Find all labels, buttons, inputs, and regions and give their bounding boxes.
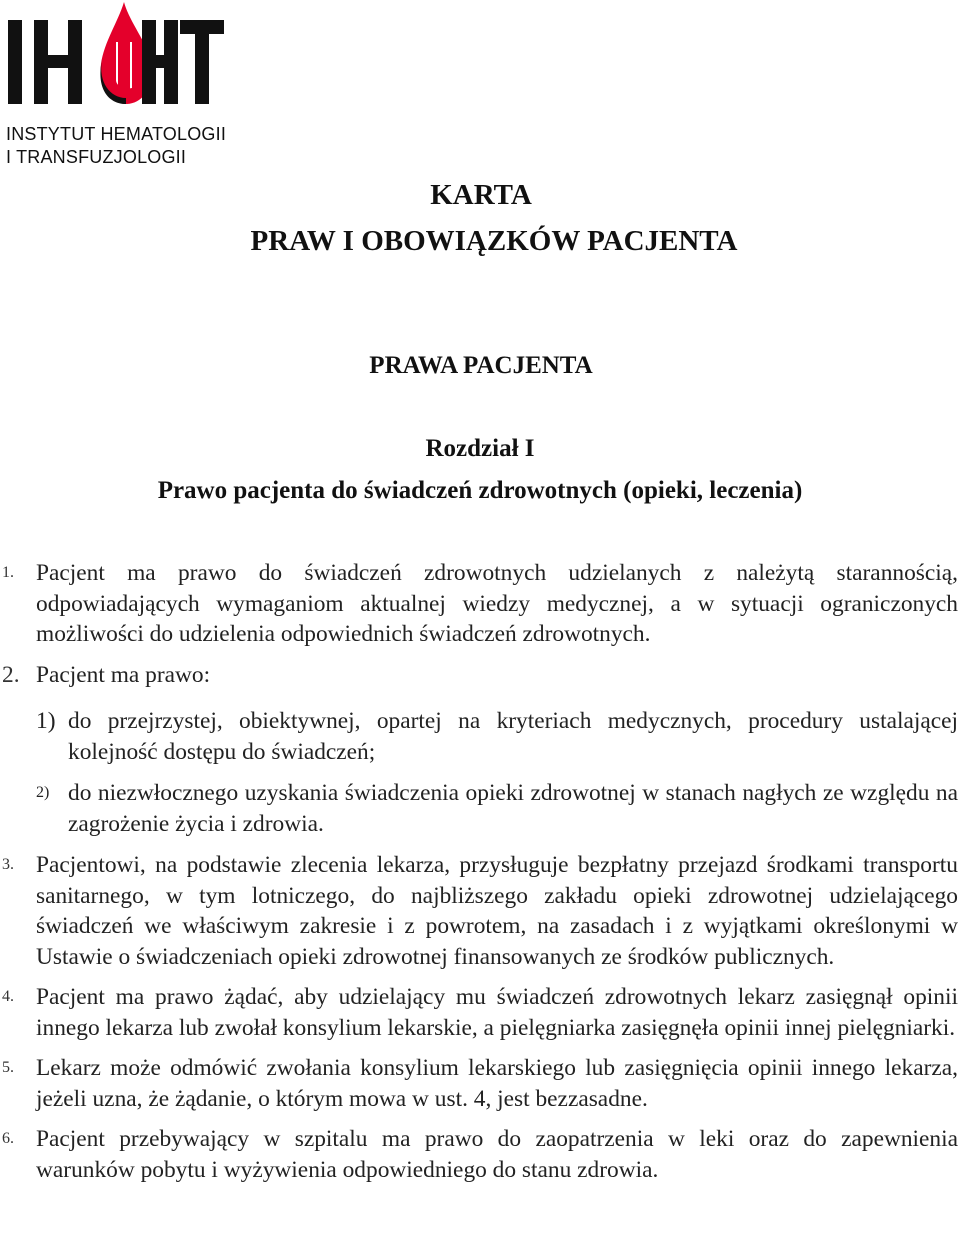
sub-item-number: 1) [36, 708, 56, 734]
list-item [0, 1053, 958, 1114]
item-number: 5. [2, 1059, 14, 1076]
list-item [0, 660, 958, 691]
logo-text-line1: INSTYTUT HEMATOLOGII [6, 124, 227, 144]
item-number: 1. [2, 564, 14, 581]
item-text: Pacjent ma prawo do świadczeń zdrowotnych udzielanych z należytą starannością, odpowiadających wymaganiom aktualnej wiedzy medycznej, a w sytuacji ograniczonych możliwości do udzielenia odpowiednich świadczeń zdrowotnych. [36, 560, 958, 647]
list-item [0, 558, 958, 650]
list-item [0, 850, 958, 972]
item-text: Pacjent ma prawo żądać, aby udzielający mu świadczeń zdrowotnych lekarz zasięgnął opinii innego lekarza lub zwołał konsylium lekarskie, a pielęgniarka zasięgnęła opinii innej pielęgniarki. [36, 984, 958, 1041]
chapter-title: Prawo pacjenta do świadczeń zdrowotnych (opieki, leczenia) [157, 477, 803, 504]
chapter-number: Rozdział I [425, 435, 535, 462]
list-item [0, 1124, 958, 1185]
list-item [0, 982, 958, 1043]
item-number: 4. [2, 988, 14, 1005]
document-title-line2: PRAW I OBOWIĄZKÓW PACJENTA [250, 225, 738, 257]
document-body [0, 558, 958, 1195]
document-title-line1: KARTA [430, 179, 532, 211]
section-heading: PRAWA PACJENTA [369, 352, 593, 379]
institute-logo [6, 2, 226, 172]
sub-item-number: 2) [36, 784, 50, 801]
sub-item-text: do niezwłocznego uzyskania świadczenia opieki zdrowotnej w stanach nagłych ze względu na zagrożenie życia i zdrowia. [68, 780, 958, 837]
item-text: Pacjentowi, na podstawie zlecenia lekarza, przysługuje bezpłatny przejazd środkami transportu sanitarnego, w tym lotniczego, do najbliższego zakładu opieki zdrowotnej udzielającego świadczeń we właściwym zakresie i z powrotem, na zasadach i z wyjątkami określonymi w Ustawie o świadczeniach opieki zdrowotnej finansowanych ze środków publicznych. [36, 852, 958, 970]
sub-list-item [0, 778, 958, 839]
item-number: 3. [2, 856, 14, 873]
item-text: Pacjent ma prawo: [36, 661, 211, 688]
sub-list-item [0, 706, 958, 767]
logo-text-line2: I TRANSFUZJOLOGII [6, 147, 187, 167]
item-number: 6. [2, 1130, 14, 1147]
item-text: Lekarz może odmówić zwołania konsylium lekarskiego lub zasięgnięcia opinii innego lekarza, jeżeli uzna, że żądanie, o którym mowa w ust. 4, jest bezzasadne. [36, 1055, 958, 1112]
item-number: 2. [2, 661, 20, 688]
ihit-logo-mark [6, 2, 226, 112]
item-text: Pacjent przebywający w szpitalu ma prawo do zaopatrzenia w leki oraz do zapewnienia warunków pobytu i wyżywienia odpowiedniego do stanu zdrowia. [36, 1126, 958, 1183]
sub-item-text: do przejrzystej, obiektywnej, opartej na kryteriach medycznych, procedury ustalającej kolejność dostępu do świadczeń; [68, 708, 958, 765]
